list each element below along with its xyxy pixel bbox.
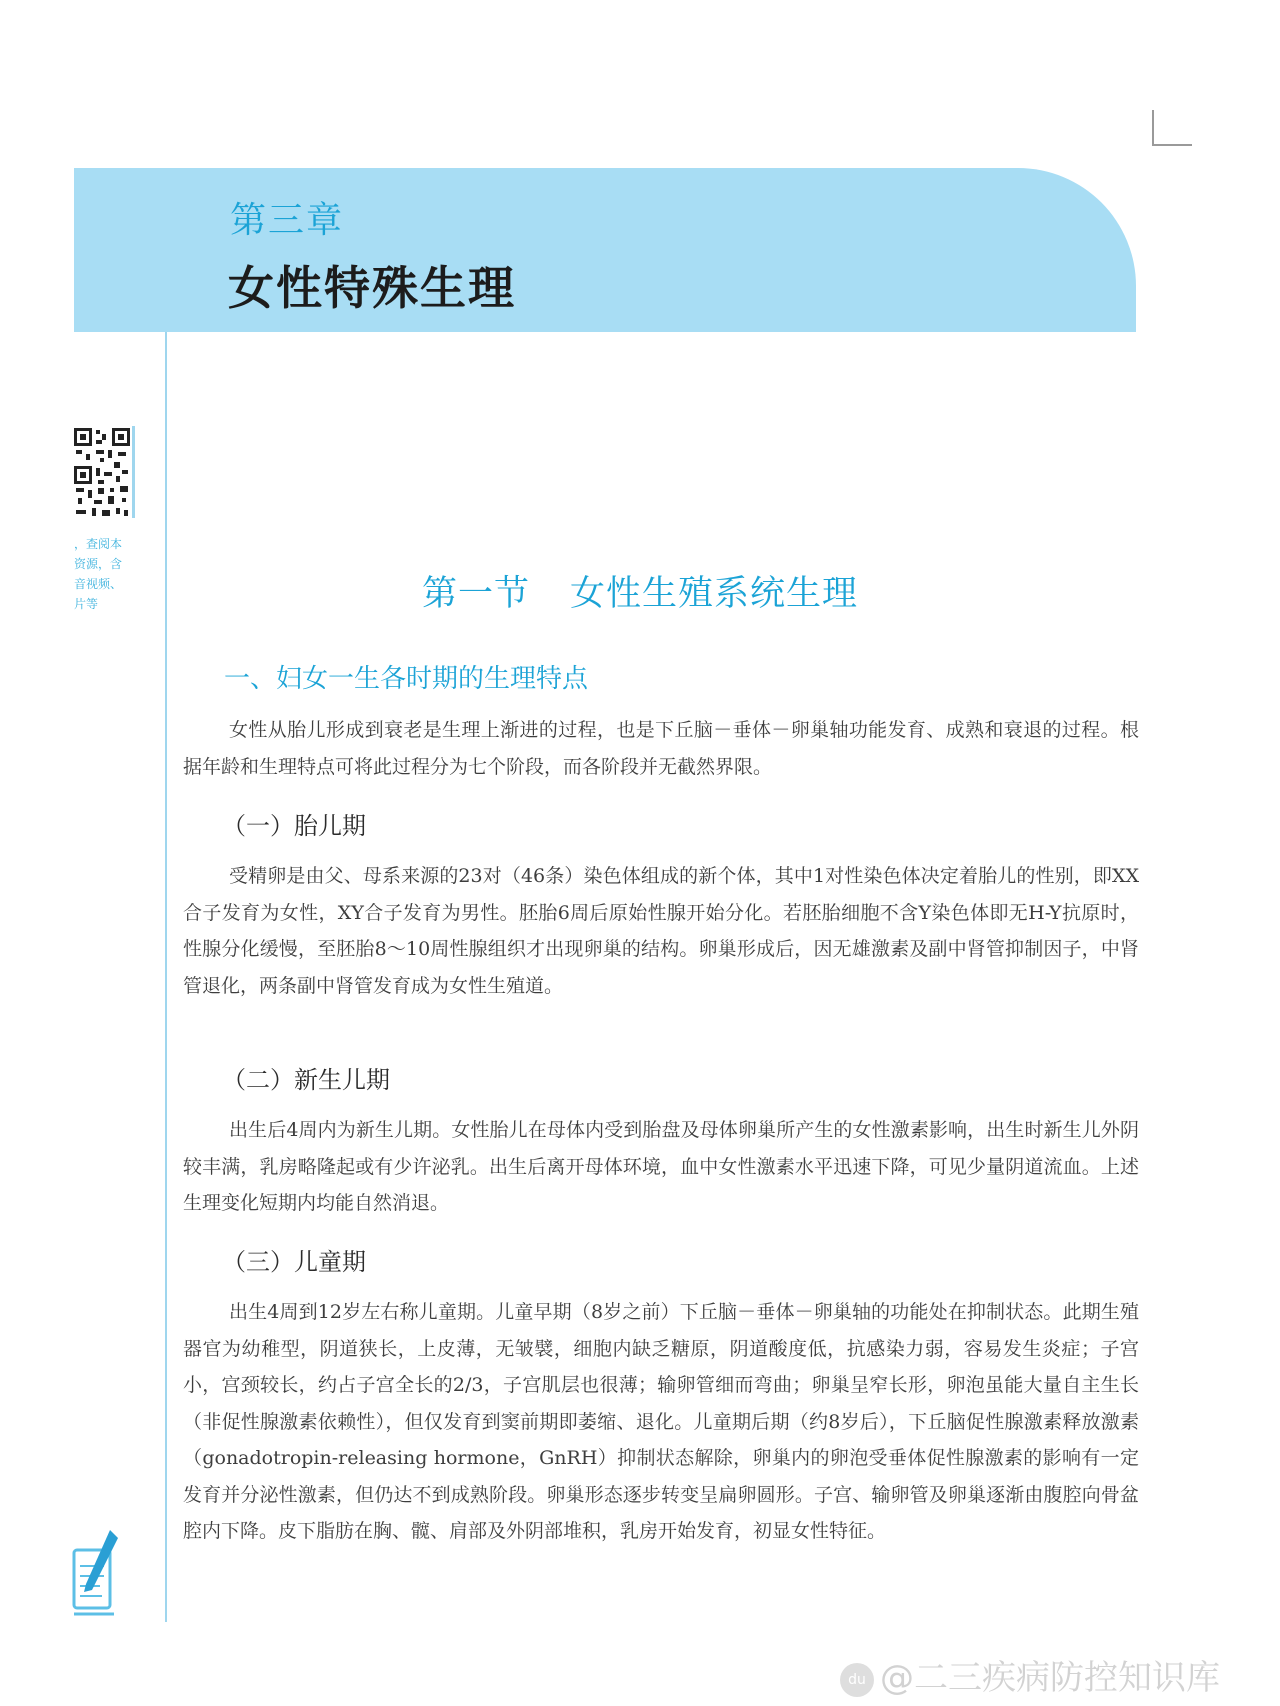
stage-text-fetal: 受精卵是由父、母系来源的23对（46条）染色体组成的新个体，其中1对性染色体决定着胎儿的性别，即XX合子发育为女性，XY合子发育为男性。胚胎6周后原始性腺开始分化。若胚胎细胞不含Y染色体即无H-Y抗原时，性腺分化缓慢，至胚胎8～10周性腺组织才出现卵巢的结构。卵巢形成后，因无雄激素及副中肾管抑制因子，中肾管退化，两条副中肾管发育成为女性生殖道。 xyxy=(183,865,1139,997)
section-title: 女性生殖系统生理 xyxy=(570,574,859,614)
chapter-title: 女性特殊生理 xyxy=(228,261,516,315)
stage-title-fetal: （一）胎儿期 xyxy=(222,812,366,840)
qr-note-line: 片等 xyxy=(74,597,99,611)
watermark-badge: du xyxy=(840,1663,874,1697)
crop-mark-vertical xyxy=(1152,110,1154,146)
stage-text-newborn: 出生后4周内为新生儿期。女性胎儿在母体内受到胎盘及母体卵巢所产生的女性激素影响，出生时新生儿外阴较丰满，乳房略隆起或有少许泌乳。出生后离开母体环境，血中女性激素水平迅速下降，可见少量阴道流血。上述生理变化短期内均能自然消退。 xyxy=(183,1119,1139,1214)
stage-title-childhood: （三）儿童期 xyxy=(222,1248,366,1276)
margin-rule xyxy=(165,332,167,1622)
qr-code-icon xyxy=(72,426,132,520)
qr-note-line: 资源，含 xyxy=(74,557,123,571)
note-pen-icon xyxy=(72,1526,122,1618)
stage-text-childhood: 出生4周到12岁左右称儿童期。儿童早期（8岁之前）下丘脑－垂体－卵巢轴的功能处在抑制状态。此期生殖器官为幼稚型，阴道狭长，上皮薄，无皱襞，细胞内缺乏糖原，阴道酸度低，抗感染力弱，容易发生炎症；子宫小，宫颈较长，约占子宫全长的2/3，子宫肌层也很薄；输卵管细而弯曲；卵巢呈窄长形，卵泡虽能大量自主生长（非促性腺激素依赖性），但仅发育到窦前期即萎缩、退化。儿童期后期（约8岁后），下丘脑促性腺激素释放激素（gonadotropin-releasing hormone，GnRH）抑制状态解除，卵巢内的卵泡受垂体促性腺激素的影响有一定发育并分泌性激素，但仍达不到成熟阶段。卵巢形态逐步转变呈扁卵圆形。子宫、输卵管及卵巢逐渐由腹腔向骨盆腔内下降。皮下脂肪在胸、髋、肩部及外阴部堆积，乳房开始发育，初显女性特征。 xyxy=(183,1301,1139,1542)
qr-note-line: 音视频、 xyxy=(74,577,123,591)
watermark-text: @二三疾病防控知识库 xyxy=(880,1658,1220,1698)
intro-paragraph: 女性从胎儿形成到衰老是生理上渐进的过程，也是下丘脑－垂体－卵巢轴功能发育、成熟和衰退的过程。根据年龄和生理特点可将此过程分为七个阶段，而各阶段并无截然界限。 xyxy=(183,719,1139,778)
qr-code[interactable] xyxy=(72,426,135,518)
section-heading xyxy=(0,566,1280,616)
chapter-number: 第三章 xyxy=(230,200,345,241)
qr-note-line: ，查阅本 xyxy=(74,537,123,551)
subsection-title: 一、妇女一生各时期的生理特点 xyxy=(224,664,589,694)
section-number: 第一节 xyxy=(421,574,530,614)
watermark xyxy=(840,1650,1220,1699)
stage-title-newborn: （二）新生儿期 xyxy=(222,1066,390,1094)
crop-mark-horizontal xyxy=(1152,144,1192,146)
